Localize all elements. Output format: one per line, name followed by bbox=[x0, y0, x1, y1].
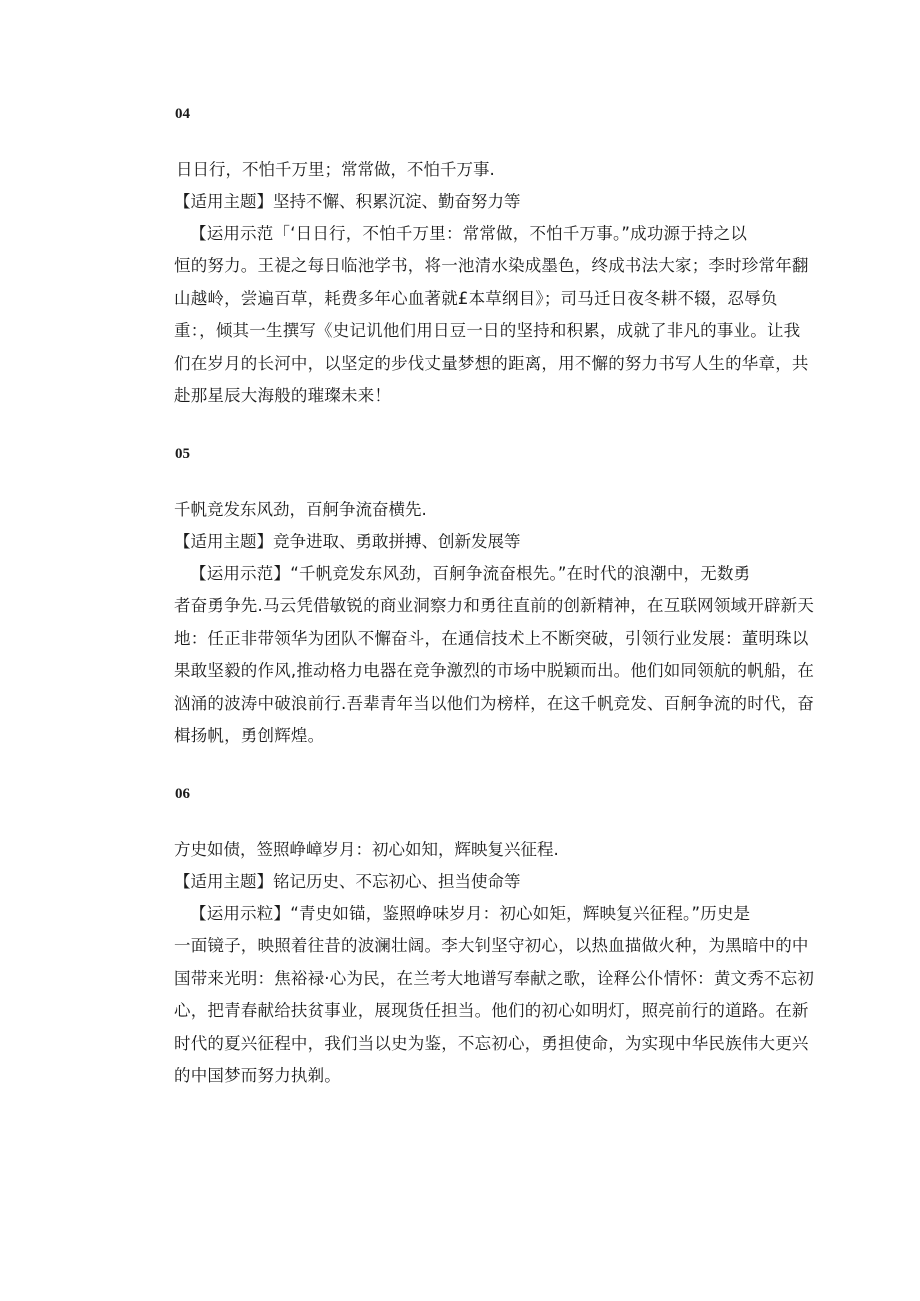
section-05 bbox=[174, 444, 815, 752]
example-line: 心，把青春献给扶贫事业，展现货任担当。他们的初心如明灯，照亮前行的道路。在新 bbox=[174, 1001, 809, 1021]
example-line: 山越岭，尝遍百草，耗费多年心血著就£本草纲目》；司马迁日夜冬耕不辍，忍辱负 bbox=[174, 288, 778, 308]
example-line: 【运用示粒】“青史如锚，鉴照峥味岁月：初心如矩，辉映复兴征程。”历史是 bbox=[190, 904, 751, 923]
example-line: 恒的努力。王禔之每日临池学书，将一池清水染成墨色，终成书法大家；李时珍常年翻 bbox=[174, 256, 809, 276]
section-theme: 【适用主题】竞争进取、勇敢拼搏、创新发展等 bbox=[174, 532, 521, 551]
example-line: 一面镜子，映照着往昔的波澜壮阔。李大钊坚守初心，以热血描做火种，为黑暗中的中 bbox=[174, 936, 809, 956]
section-quote: 日日行，不怕千万里；常常做，不怕千万事. bbox=[176, 160, 495, 179]
example-line: 楫扬帆，勇创辉煌。 bbox=[174, 726, 325, 746]
section-example bbox=[174, 558, 815, 752]
example-line: 地：任正非带领华为团队不懈奋斗，在通信技术上不断突破，引领行业发展：董明珠以 bbox=[174, 628, 809, 648]
section-06 bbox=[174, 784, 815, 1092]
section-quote: 千帆竞发东风劲，百舸争流奋横先. bbox=[174, 500, 427, 519]
example-line: 赴那星辰大海般的璀璨未来！ bbox=[174, 386, 392, 406]
example-line: 们在岁月的长河中，以坚定的步伐丈量梦想的距离，用不懈的努力书写人生的华章，共 bbox=[174, 353, 809, 373]
example-line: 的中国梦而努力执剃。 bbox=[174, 1066, 341, 1086]
section-number: 06 bbox=[175, 786, 190, 802]
section-number: 04 bbox=[175, 106, 190, 122]
example-line: 【运用示范】“千帆竞发东风劲，百舸争流奋根先。”在时代的浪潮中，无数勇 bbox=[190, 564, 751, 583]
section-example bbox=[174, 898, 815, 1092]
section-04 bbox=[174, 104, 809, 412]
example-line: 时代的夏兴征程中，我们当以史为鉴，不忘初心，勇担使命，为实现中华民族伟大更兴 bbox=[174, 1033, 809, 1053]
section-theme: 【适用主题】铭记历史、不忘初心、担当使命等 bbox=[174, 872, 521, 891]
example-line: 重：，倾其一生撰写《史记讥他们用日豆一日的坚持和积累，成就了非凡的事业。让我 bbox=[174, 321, 801, 341]
section-quote: 方史如债，签照峥嶂岁月：初心如知，辉映复兴征程. bbox=[174, 840, 559, 859]
section-example bbox=[174, 218, 809, 412]
example-line: 【运用示范「‘日日行，不怕千万里：常常做，不怕千万事。”成功源于持之以 bbox=[190, 224, 748, 243]
section-number: 05 bbox=[175, 446, 190, 462]
example-line: 国带来光明：焦裕禄·心为民，在兰考大地谱写奉献之歌，诠释公仆情怀：黄文秀不忘初 bbox=[174, 968, 815, 988]
example-line: 汹涌的波涛中破浪前行.吾辈青年当以他们为榜样，在这千帆竞发、百舸争流的时代，奋 bbox=[174, 693, 815, 713]
section-theme: 【适用主题】坚持不懈、积累沉淀、勤奋努力等 bbox=[174, 192, 521, 211]
example-line: 者奋勇争先.马云凭借敏锐的商业洞察力和勇往直前的创新精神，在互联网领域开辟新天 bbox=[174, 596, 815, 616]
example-line: 果敢坚毅的作风,推动格力电器在竞争激烈的市场中脱颖而出。他们如同领航的帆船，在 bbox=[174, 661, 815, 681]
